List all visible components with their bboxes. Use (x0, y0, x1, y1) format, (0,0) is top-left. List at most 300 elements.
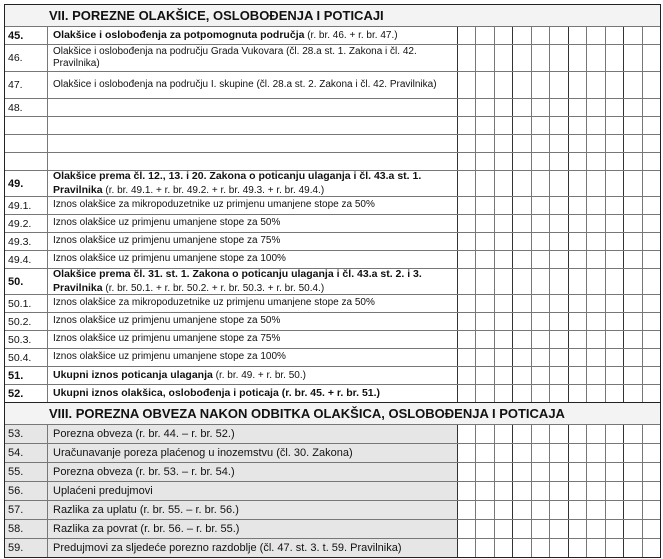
digit-cell[interactable] (513, 463, 531, 481)
digit-cell[interactable] (513, 72, 531, 98)
digit-cell[interactable] (532, 27, 550, 44)
digit-cell[interactable] (606, 215, 624, 232)
digit-cell[interactable] (532, 72, 550, 98)
digit-cell[interactable] (532, 520, 550, 538)
digit-cell[interactable] (532, 482, 550, 500)
digit-cell[interactable] (513, 349, 531, 366)
digit-cell[interactable] (587, 153, 605, 170)
digit-cell[interactable] (495, 331, 513, 348)
digit-cell[interactable] (624, 233, 642, 250)
digit-cell[interactable] (458, 197, 476, 214)
digit-cell[interactable] (550, 27, 568, 44)
digit-cell[interactable] (624, 520, 642, 538)
digit-cell[interactable] (587, 331, 605, 348)
digit-cell[interactable] (495, 45, 513, 71)
digit-cell[interactable] (550, 463, 568, 481)
digit-cell[interactable] (606, 520, 624, 538)
digit-cell[interactable] (550, 99, 568, 116)
digit-cell[interactable] (606, 171, 624, 196)
digit-cell[interactable] (606, 501, 624, 519)
digit-cell[interactable] (458, 153, 476, 170)
digit-cell[interactable] (495, 482, 513, 500)
digit-cell[interactable] (569, 539, 587, 557)
digit-cell[interactable] (513, 295, 531, 312)
digit-cell[interactable] (550, 385, 568, 402)
digit-cell[interactable] (587, 349, 605, 366)
digit-cell[interactable] (569, 153, 587, 170)
digit-cell[interactable] (587, 520, 605, 538)
digit-cell[interactable] (532, 45, 550, 71)
digit-cell[interactable] (606, 482, 624, 500)
digit-cell[interactable] (476, 27, 494, 44)
digit-cell[interactable] (495, 171, 513, 196)
digit-cell[interactable] (495, 349, 513, 366)
digit-cell[interactable] (587, 72, 605, 98)
digit-cell[interactable] (643, 215, 660, 232)
digit-cell[interactable] (643, 72, 660, 98)
digit-cell[interactable] (587, 99, 605, 116)
digit-cell[interactable] (513, 331, 531, 348)
digit-cell[interactable] (643, 27, 660, 44)
digit-cell[interactable] (643, 313, 660, 330)
digit-cell[interactable] (569, 197, 587, 214)
digit-cell[interactable] (624, 99, 642, 116)
digit-cell[interactable] (606, 99, 624, 116)
digit-cell[interactable] (643, 349, 660, 366)
digit-cell[interactable] (550, 45, 568, 71)
digit-cell[interactable] (643, 233, 660, 250)
digit-cell[interactable] (458, 463, 476, 481)
digit-cell[interactable] (569, 251, 587, 268)
digit-cell[interactable] (643, 197, 660, 214)
digit-cell[interactable] (532, 171, 550, 196)
digit-cell[interactable] (513, 444, 531, 462)
digit-cell[interactable] (624, 215, 642, 232)
digit-cell[interactable] (513, 501, 531, 519)
digit-cell[interactable] (476, 251, 494, 268)
digit-cell[interactable] (513, 385, 531, 402)
digit-cell[interactable] (476, 99, 494, 116)
digit-cell[interactable] (569, 444, 587, 462)
digit-cell[interactable] (513, 99, 531, 116)
digit-cell[interactable] (532, 367, 550, 384)
digit-cell[interactable] (606, 313, 624, 330)
digit-cell[interactable] (587, 251, 605, 268)
digit-cell[interactable] (643, 425, 660, 443)
amount-digit-cells[interactable] (458, 197, 660, 214)
digit-cell[interactable] (587, 482, 605, 500)
digit-cell[interactable] (532, 385, 550, 402)
digit-cell[interactable] (458, 444, 476, 462)
digit-cell[interactable] (458, 331, 476, 348)
amount-digit-cells[interactable] (458, 153, 660, 170)
digit-cell[interactable] (606, 444, 624, 462)
digit-cell[interactable] (513, 215, 531, 232)
digit-cell[interactable] (624, 153, 642, 170)
digit-cell[interactable] (550, 539, 568, 557)
digit-cell[interactable] (624, 313, 642, 330)
digit-cell[interactable] (550, 501, 568, 519)
digit-cell[interactable] (495, 295, 513, 312)
digit-cell[interactable] (476, 385, 494, 402)
digit-cell[interactable] (587, 425, 605, 443)
digit-cell[interactable] (643, 269, 660, 294)
digit-cell[interactable] (476, 117, 494, 134)
digit-cell[interactable] (606, 349, 624, 366)
digit-cell[interactable] (458, 520, 476, 538)
digit-cell[interactable] (550, 295, 568, 312)
digit-cell[interactable] (643, 385, 660, 402)
digit-cell[interactable] (643, 171, 660, 196)
digit-cell[interactable] (587, 233, 605, 250)
digit-cell[interactable] (532, 135, 550, 152)
digit-cell[interactable] (513, 425, 531, 443)
digit-cell[interactable] (550, 72, 568, 98)
digit-cell[interactable] (532, 463, 550, 481)
digit-cell[interactable] (643, 295, 660, 312)
digit-cell[interactable] (476, 295, 494, 312)
digit-cell[interactable] (606, 153, 624, 170)
digit-cell[interactable] (624, 117, 642, 134)
digit-cell[interactable] (513, 197, 531, 214)
digit-cell[interactable] (606, 27, 624, 44)
digit-cell[interactable] (532, 117, 550, 134)
amount-digit-cells[interactable] (458, 117, 660, 134)
digit-cell[interactable] (624, 295, 642, 312)
digit-cell[interactable] (476, 349, 494, 366)
digit-cell[interactable] (587, 501, 605, 519)
digit-cell[interactable] (624, 385, 642, 402)
digit-cell[interactable] (550, 171, 568, 196)
digit-cell[interactable] (624, 27, 642, 44)
digit-cell[interactable] (643, 539, 660, 557)
digit-cell[interactable] (569, 385, 587, 402)
digit-cell[interactable] (458, 99, 476, 116)
digit-cell[interactable] (495, 425, 513, 443)
digit-cell[interactable] (513, 251, 531, 268)
digit-cell[interactable] (643, 463, 660, 481)
amount-digit-cells[interactable] (458, 45, 660, 71)
amount-digit-cells[interactable] (458, 482, 660, 500)
digit-cell[interactable] (624, 539, 642, 557)
digit-cell[interactable] (495, 501, 513, 519)
digit-cell[interactable] (624, 251, 642, 268)
digit-cell[interactable] (532, 99, 550, 116)
digit-cell[interactable] (569, 171, 587, 196)
digit-cell[interactable] (643, 153, 660, 170)
digit-cell[interactable] (513, 539, 531, 557)
digit-cell[interactable] (569, 233, 587, 250)
digit-cell[interactable] (606, 539, 624, 557)
digit-cell[interactable] (458, 117, 476, 134)
digit-cell[interactable] (476, 331, 494, 348)
digit-cell[interactable] (569, 215, 587, 232)
digit-cell[interactable] (606, 295, 624, 312)
digit-cell[interactable] (495, 99, 513, 116)
digit-cell[interactable] (458, 215, 476, 232)
digit-cell[interactable] (495, 444, 513, 462)
digit-cell[interactable] (458, 385, 476, 402)
digit-cell[interactable] (495, 269, 513, 294)
digit-cell[interactable] (569, 99, 587, 116)
digit-cell[interactable] (624, 367, 642, 384)
digit-cell[interactable] (532, 153, 550, 170)
digit-cell[interactable] (624, 349, 642, 366)
digit-cell[interactable] (643, 135, 660, 152)
digit-cell[interactable] (513, 171, 531, 196)
amount-digit-cells[interactable] (458, 367, 660, 384)
digit-cell[interactable] (513, 153, 531, 170)
digit-cell[interactable] (606, 45, 624, 71)
digit-cell[interactable] (587, 295, 605, 312)
digit-cell[interactable] (587, 313, 605, 330)
digit-cell[interactable] (569, 135, 587, 152)
digit-cell[interactable] (643, 99, 660, 116)
digit-cell[interactable] (587, 197, 605, 214)
digit-cell[interactable] (532, 233, 550, 250)
digit-cell[interactable] (624, 72, 642, 98)
digit-cell[interactable] (624, 425, 642, 443)
digit-cell[interactable] (587, 269, 605, 294)
digit-cell[interactable] (532, 331, 550, 348)
amount-digit-cells[interactable] (458, 27, 660, 44)
digit-cell[interactable] (513, 367, 531, 384)
digit-cell[interactable] (643, 520, 660, 538)
amount-digit-cells[interactable] (458, 444, 660, 462)
digit-cell[interactable] (624, 482, 642, 500)
digit-cell[interactable] (569, 27, 587, 44)
digit-cell[interactable] (606, 331, 624, 348)
digit-cell[interactable] (569, 367, 587, 384)
digit-cell[interactable] (458, 367, 476, 384)
digit-cell[interactable] (513, 27, 531, 44)
digit-cell[interactable] (513, 313, 531, 330)
digit-cell[interactable] (532, 197, 550, 214)
digit-cell[interactable] (624, 269, 642, 294)
digit-cell[interactable] (495, 27, 513, 44)
digit-cell[interactable] (606, 367, 624, 384)
digit-cell[interactable] (495, 251, 513, 268)
digit-cell[interactable] (532, 444, 550, 462)
digit-cell[interactable] (550, 482, 568, 500)
digit-cell[interactable] (458, 482, 476, 500)
digit-cell[interactable] (476, 313, 494, 330)
digit-cell[interactable] (495, 520, 513, 538)
digit-cell[interactable] (643, 45, 660, 71)
digit-cell[interactable] (587, 367, 605, 384)
digit-cell[interactable] (495, 385, 513, 402)
digit-cell[interactable] (624, 331, 642, 348)
digit-cell[interactable] (495, 233, 513, 250)
digit-cell[interactable] (606, 117, 624, 134)
amount-digit-cells[interactable] (458, 313, 660, 330)
digit-cell[interactable] (532, 501, 550, 519)
amount-digit-cells[interactable] (458, 135, 660, 152)
digit-cell[interactable] (550, 349, 568, 366)
digit-cell[interactable] (458, 233, 476, 250)
digit-cell[interactable] (606, 385, 624, 402)
digit-cell[interactable] (550, 269, 568, 294)
digit-cell[interactable] (550, 444, 568, 462)
digit-cell[interactable] (569, 520, 587, 538)
digit-cell[interactable] (458, 313, 476, 330)
digit-cell[interactable] (587, 117, 605, 134)
digit-cell[interactable] (532, 539, 550, 557)
digit-cell[interactable] (569, 295, 587, 312)
digit-cell[interactable] (550, 197, 568, 214)
digit-cell[interactable] (643, 117, 660, 134)
digit-cell[interactable] (532, 349, 550, 366)
digit-cell[interactable] (569, 463, 587, 481)
digit-cell[interactable] (476, 463, 494, 481)
digit-cell[interactable] (569, 117, 587, 134)
digit-cell[interactable] (495, 153, 513, 170)
amount-digit-cells[interactable] (458, 269, 660, 294)
digit-cell[interactable] (476, 171, 494, 196)
digit-cell[interactable] (495, 197, 513, 214)
amount-digit-cells[interactable] (458, 72, 660, 98)
digit-cell[interactable] (569, 425, 587, 443)
digit-cell[interactable] (495, 313, 513, 330)
amount-digit-cells[interactable] (458, 463, 660, 481)
digit-cell[interactable] (643, 444, 660, 462)
amount-digit-cells[interactable] (458, 331, 660, 348)
digit-cell[interactable] (550, 520, 568, 538)
digit-cell[interactable] (606, 72, 624, 98)
digit-cell[interactable] (643, 501, 660, 519)
digit-cell[interactable] (587, 45, 605, 71)
digit-cell[interactable] (550, 425, 568, 443)
digit-cell[interactable] (532, 295, 550, 312)
digit-cell[interactable] (458, 501, 476, 519)
digit-cell[interactable] (550, 117, 568, 134)
digit-cell[interactable] (476, 269, 494, 294)
digit-cell[interactable] (513, 233, 531, 250)
digit-cell[interactable] (458, 135, 476, 152)
digit-cell[interactable] (624, 45, 642, 71)
digit-cell[interactable] (606, 269, 624, 294)
digit-cell[interactable] (495, 367, 513, 384)
digit-cell[interactable] (550, 251, 568, 268)
digit-cell[interactable] (587, 539, 605, 557)
digit-cell[interactable] (476, 135, 494, 152)
digit-cell[interactable] (643, 331, 660, 348)
amount-digit-cells[interactable] (458, 295, 660, 312)
amount-digit-cells[interactable] (458, 215, 660, 232)
digit-cell[interactable] (532, 425, 550, 443)
digit-cell[interactable] (550, 331, 568, 348)
digit-cell[interactable] (513, 520, 531, 538)
amount-digit-cells[interactable] (458, 251, 660, 268)
digit-cell[interactable] (476, 520, 494, 538)
digit-cell[interactable] (587, 215, 605, 232)
digit-cell[interactable] (458, 27, 476, 44)
digit-cell[interactable] (495, 135, 513, 152)
digit-cell[interactable] (643, 251, 660, 268)
digit-cell[interactable] (476, 425, 494, 443)
amount-digit-cells[interactable] (458, 425, 660, 443)
digit-cell[interactable] (606, 233, 624, 250)
digit-cell[interactable] (569, 349, 587, 366)
digit-cell[interactable] (513, 135, 531, 152)
digit-cell[interactable] (458, 295, 476, 312)
digit-cell[interactable] (569, 72, 587, 98)
amount-digit-cells[interactable] (458, 349, 660, 366)
digit-cell[interactable] (569, 45, 587, 71)
digit-cell[interactable] (495, 539, 513, 557)
digit-cell[interactable] (587, 135, 605, 152)
digit-cell[interactable] (476, 444, 494, 462)
digit-cell[interactable] (606, 197, 624, 214)
digit-cell[interactable] (458, 72, 476, 98)
digit-cell[interactable] (624, 463, 642, 481)
digit-cell[interactable] (476, 45, 494, 71)
digit-cell[interactable] (569, 331, 587, 348)
digit-cell[interactable] (495, 72, 513, 98)
amount-digit-cells[interactable] (458, 385, 660, 402)
digit-cell[interactable] (476, 72, 494, 98)
digit-cell[interactable] (606, 425, 624, 443)
digit-cell[interactable] (624, 444, 642, 462)
digit-cell[interactable] (476, 539, 494, 557)
digit-cell[interactable] (643, 367, 660, 384)
digit-cell[interactable] (458, 171, 476, 196)
digit-cell[interactable] (458, 269, 476, 294)
digit-cell[interactable] (458, 45, 476, 71)
digit-cell[interactable] (550, 233, 568, 250)
digit-cell[interactable] (476, 482, 494, 500)
digit-cell[interactable] (550, 313, 568, 330)
digit-cell[interactable] (532, 269, 550, 294)
digit-cell[interactable] (587, 171, 605, 196)
digit-cell[interactable] (513, 117, 531, 134)
digit-cell[interactable] (569, 269, 587, 294)
digit-cell[interactable] (513, 269, 531, 294)
digit-cell[interactable] (569, 313, 587, 330)
digit-cell[interactable] (532, 215, 550, 232)
digit-cell[interactable] (624, 501, 642, 519)
digit-cell[interactable] (643, 482, 660, 500)
digit-cell[interactable] (550, 367, 568, 384)
digit-cell[interactable] (495, 463, 513, 481)
digit-cell[interactable] (624, 135, 642, 152)
digit-cell[interactable] (495, 117, 513, 134)
amount-digit-cells[interactable] (458, 539, 660, 557)
digit-cell[interactable] (624, 171, 642, 196)
amount-digit-cells[interactable] (458, 99, 660, 116)
digit-cell[interactable] (587, 463, 605, 481)
digit-cell[interactable] (458, 349, 476, 366)
digit-cell[interactable] (532, 251, 550, 268)
digit-cell[interactable] (569, 482, 587, 500)
digit-cell[interactable] (476, 233, 494, 250)
digit-cell[interactable] (458, 539, 476, 557)
digit-cell[interactable] (569, 501, 587, 519)
amount-digit-cells[interactable] (458, 233, 660, 250)
digit-cell[interactable] (476, 215, 494, 232)
digit-cell[interactable] (606, 463, 624, 481)
amount-digit-cells[interactable] (458, 171, 660, 196)
digit-cell[interactable] (606, 135, 624, 152)
digit-cell[interactable] (550, 135, 568, 152)
digit-cell[interactable] (476, 153, 494, 170)
amount-digit-cells[interactable] (458, 501, 660, 519)
digit-cell[interactable] (476, 367, 494, 384)
digit-cell[interactable] (458, 425, 476, 443)
amount-digit-cells[interactable] (458, 520, 660, 538)
digit-cell[interactable] (550, 153, 568, 170)
digit-cell[interactable] (513, 482, 531, 500)
